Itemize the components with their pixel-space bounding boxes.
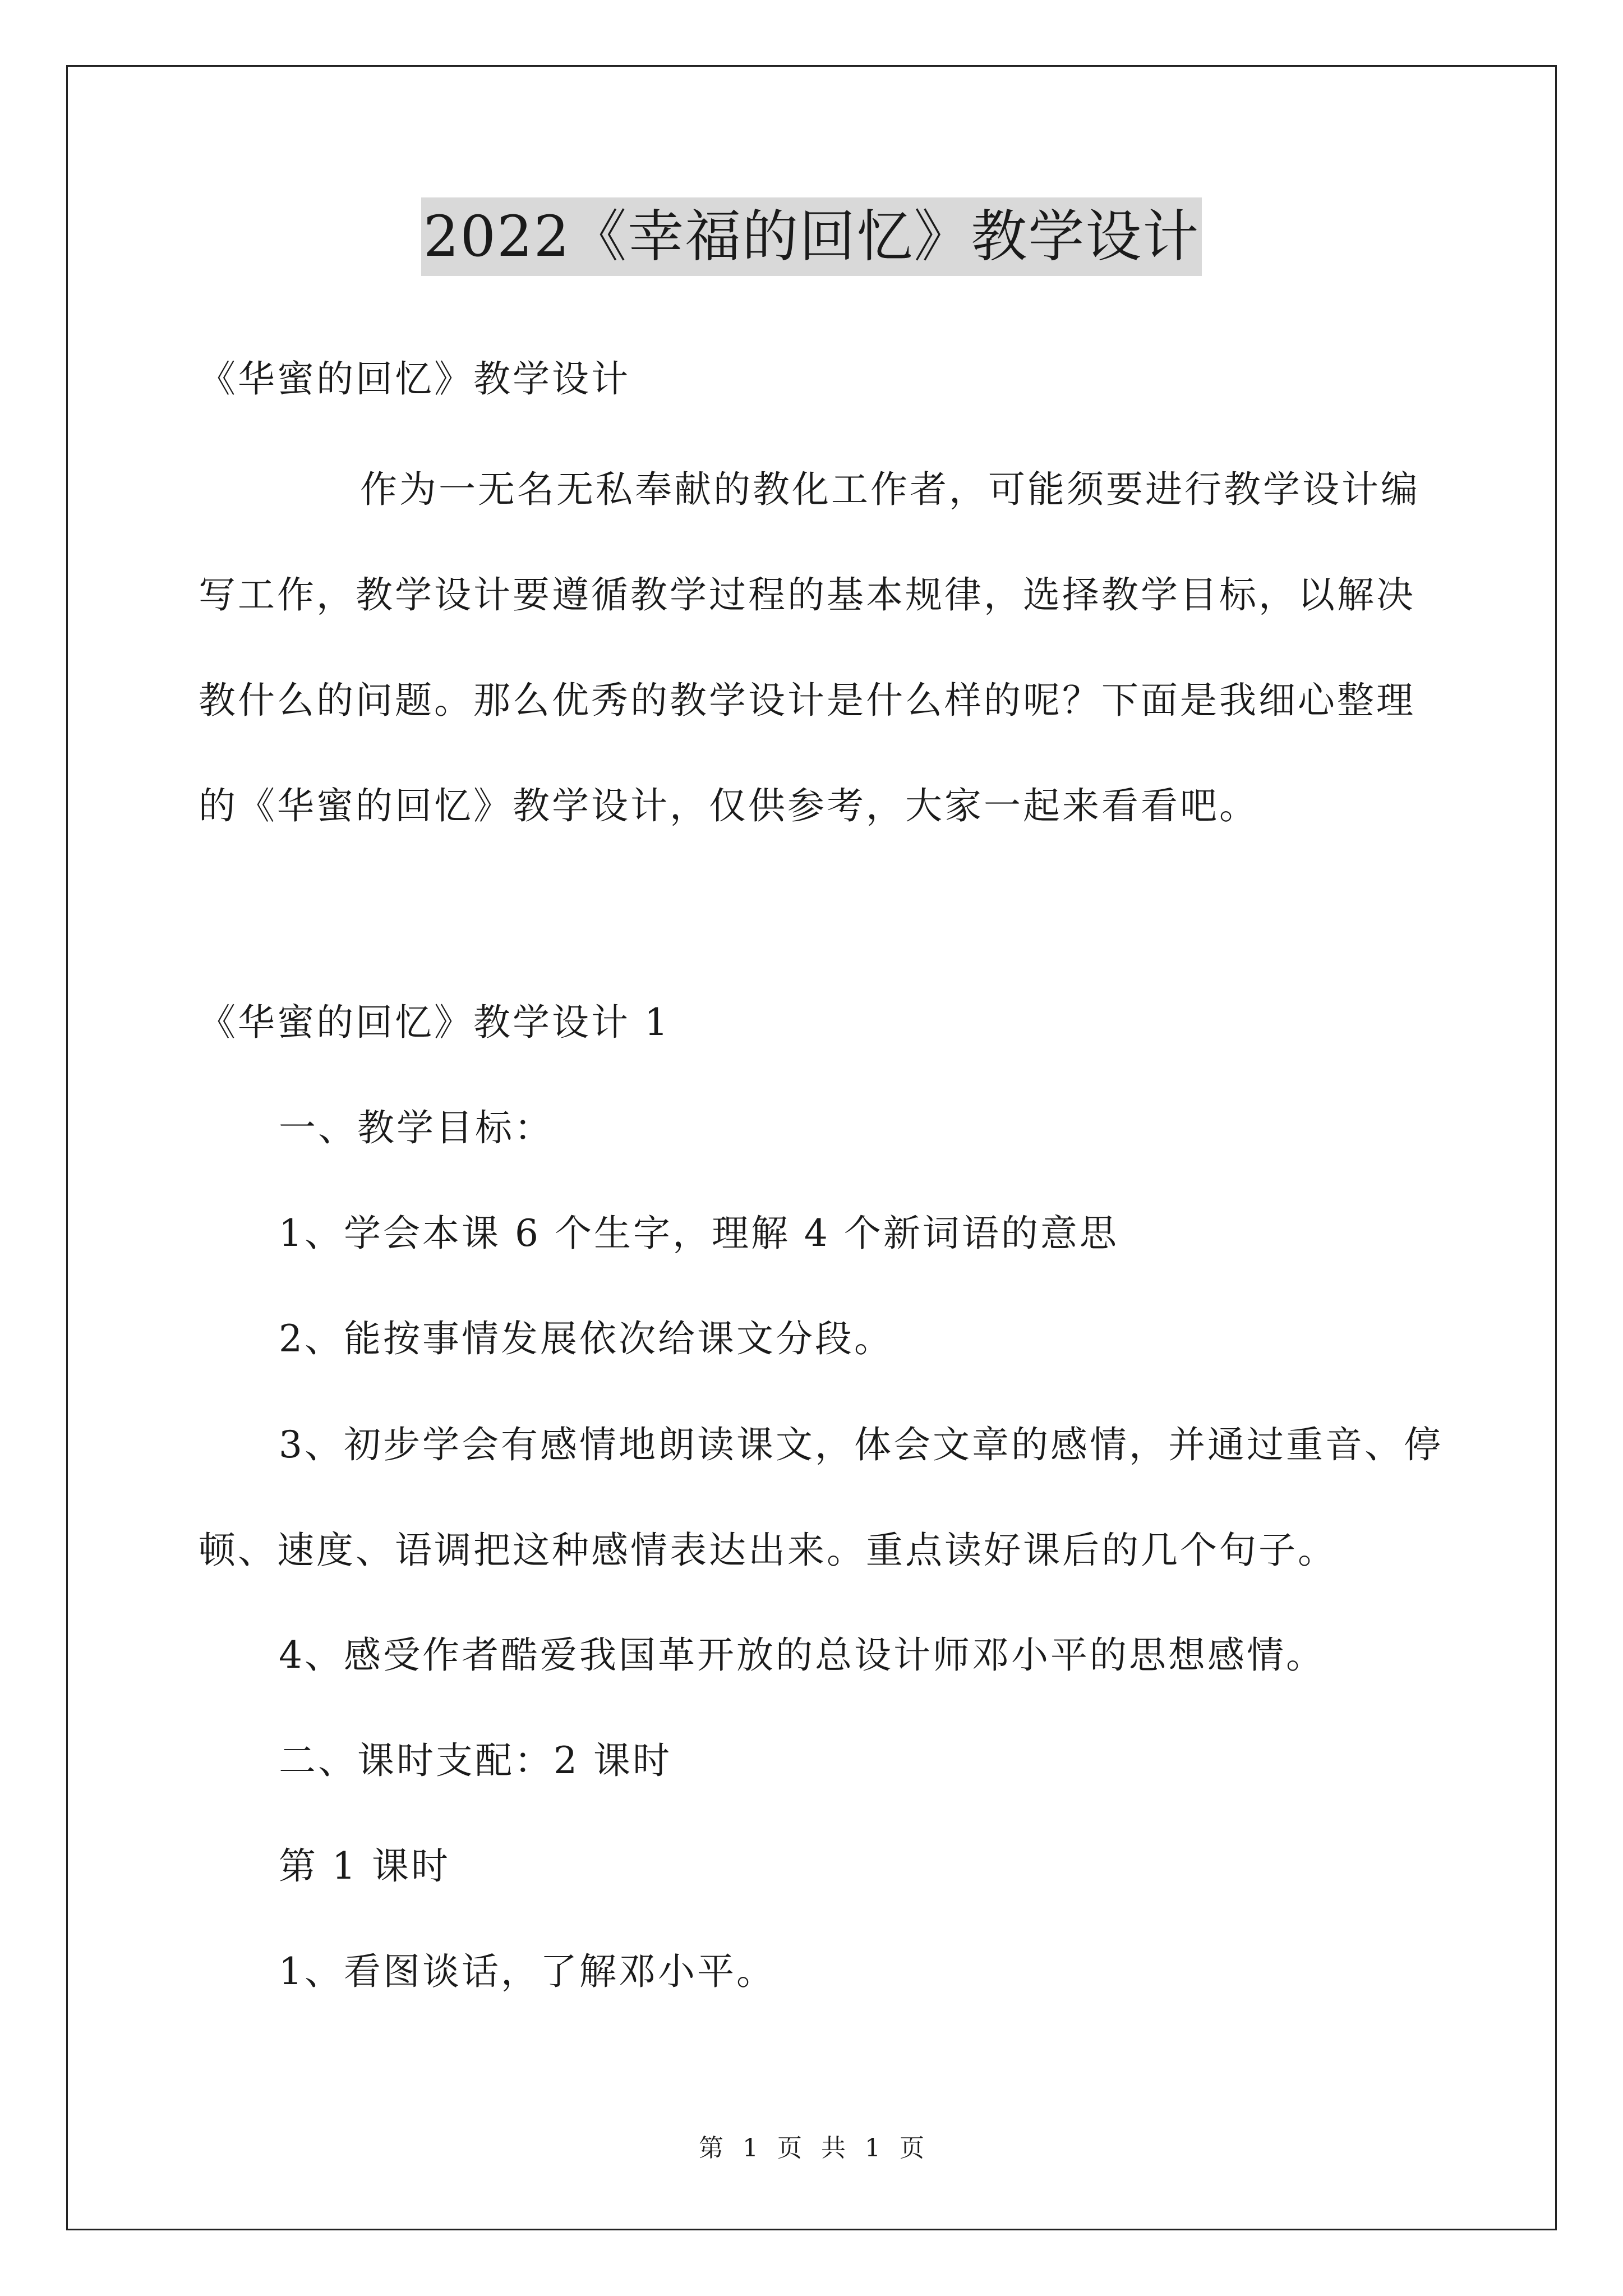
goal-item-2: 2、能按事情发展依次给课文分段。 [279,1317,893,1360]
section-heading: 《华蜜的回忆》教学设计 1 [199,1001,670,1044]
goal-item-3: 3、初步学会有感情地朗读课文，体会文章的感情，并通过重音、停顿、速度、语调把这种感情表达出来。重点读好课后的几个句子。 [199,1423,1443,1572]
document-title: 2022《幸福的回忆》教学设计 [0,197,1623,276]
goal-item-4: 4、感受作者酷爱我国革开放的总设计师邓小平的思想感情。 [279,1634,1325,1677]
intro-paragraph: 作为一无名无私奉献的教化工作者，可能须要进行教学设计编写工作，教学设计要遵循教学过程的基本规律，选择教学目标，以解决教什么的问题。那么优秀的教学设计是什么样的呢？下面是我细心整理的《华蜜的回忆》教学设计，仅供参考，大家一起来看看吧。 [199,468,1420,827]
hours-heading: 二、课时支配：2 课时 [279,1739,672,1782]
goal-item-1: 1、学会本课 6 个生字，理解 4 个新词语的意思 [279,1212,1119,1255]
step-item-1: 1、看图谈话，了解邓小平。 [279,1950,776,1993]
goals-heading: 一、教学目标： [279,1106,554,1149]
subtitle: 《华蜜的回忆》教学设计 [199,357,630,401]
lesson-heading: 第 1 课时 [279,1844,450,1888]
page-footer: 第 1 页 共 1 页 [699,2134,924,2162]
